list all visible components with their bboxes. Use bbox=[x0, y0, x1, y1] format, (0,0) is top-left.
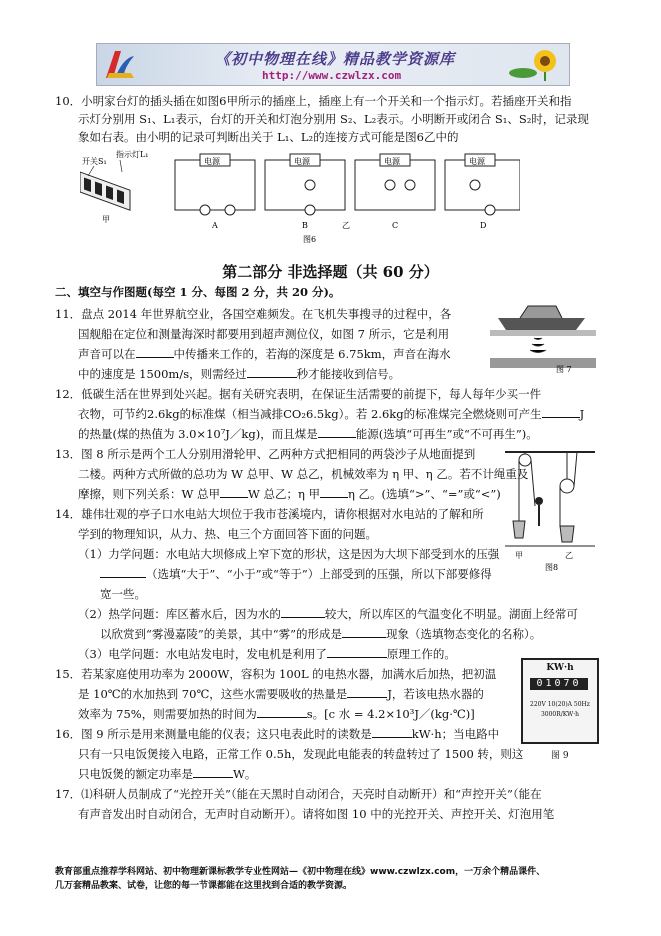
switch-label: 开关S₁ bbox=[82, 157, 107, 166]
q11-blank2[interactable] bbox=[247, 366, 297, 378]
q14-line5: 宽一些。 bbox=[100, 587, 146, 601]
panel-c-label: C bbox=[392, 221, 399, 230]
fig6-caption: 图6 bbox=[303, 235, 317, 244]
panel-b-label: B bbox=[302, 221, 308, 230]
figure-6 bbox=[80, 150, 520, 245]
q14-line3: （1）力学问题：水电站大坝修成上窄下宽的形状，这是因为大坝下部受到水的压强 bbox=[78, 547, 500, 561]
banner-url[interactable]: http://www.czwlzx.com bbox=[262, 69, 402, 82]
meter-reading: 01070 bbox=[530, 678, 588, 690]
fig8-caption: 图8 bbox=[545, 563, 559, 571]
q12-line2: 衣物，可节约2.6kg的标准煤（相当减排CO₂6.5kg）。若 2.6kg的标准煤完全燃烧则可产生 J bbox=[78, 407, 585, 421]
q12-blank1[interactable] bbox=[542, 406, 580, 418]
meter-spec2: 3000R/KW·h bbox=[540, 711, 579, 718]
q15-line3: 效率为 75%，则需要加热的时间为 s。[c 水 = 4.2×10³J／(kg·℃)] bbox=[78, 707, 475, 721]
fig6-yi-label: 乙 bbox=[342, 221, 350, 230]
q16-blank1[interactable] bbox=[372, 726, 412, 738]
q16-line1: 16．图 9 所示是用来测量电能的仪表；这只电表此时的读数是 kW·h；当电路中 bbox=[55, 727, 500, 741]
panel-d-label: D bbox=[480, 221, 487, 230]
q11-line4: 中的速度是 1500m/s，则需经过 秒才能接收到信号。 bbox=[78, 367, 401, 381]
q11-blank1[interactable] bbox=[136, 346, 174, 358]
figure-8 bbox=[505, 446, 595, 571]
q15-line2: 是 10℃的水加热到 70℃，这些水需要吸收的热量是 J，若该电热水器的 bbox=[78, 687, 484, 701]
q17-line1: 17．⑴科研人员制成了“光控开关”（能在天黑时自动闭合，天亮时自动断开）和“声控开关”（能在 bbox=[55, 787, 542, 801]
q10-line3: 象如右表。由小明的记录可判断出关于 L₁、L₂的连接方式可能是图6乙中的 bbox=[78, 130, 459, 144]
q15-line1: 15．若某家庭使用功率为 2000W，容积为 100L 的电热水器，加满水后加热，把初温 bbox=[55, 667, 497, 681]
power-label-c: 电源 bbox=[384, 157, 400, 166]
section-title: 第二部分 非选择题（共 60 分） bbox=[222, 263, 439, 281]
header-banner bbox=[96, 43, 570, 86]
q13-line2: 二楼。两种方式所做的总功为 W 总甲、W 总乙，机械效率为 η 甲、η 乙。若不计绳重及 bbox=[78, 467, 529, 481]
meter-unit: KW·h bbox=[546, 663, 574, 673]
power-label-b: 电源 bbox=[294, 157, 310, 166]
q14-line4: （选填“大于”、“小于”或“等于”）上部受到的压强，所以下部要修得 bbox=[100, 566, 492, 582]
q11-line2: 国舰船在定位和测量海深时都要用到超声测位仪，如图 7 所示，它是利用 bbox=[78, 327, 450, 341]
q17-line2: 有声音发出时自动闭合，无声时自动断开）。请将如图 10 中的光控开关、声控开关、灯泡用笔 bbox=[78, 807, 555, 821]
q16-blank2[interactable] bbox=[193, 766, 233, 778]
power-label-d: 电源 bbox=[469, 157, 485, 166]
figure-7 bbox=[490, 296, 596, 374]
part2-header: 二、填空与作图题(每空 1 分、每图 2 分，共 20 分)。 bbox=[55, 285, 341, 299]
panel-a-label: A bbox=[212, 221, 218, 230]
q12-line1: 12．低碳生活在世界到处兴起。据有关研究表明，在保证生活需要的前提下，每人每年少买一件 bbox=[55, 387, 542, 401]
q13-line3: 摩擦，则下列关系：W 总甲 W 总乙；η 甲 η 乙。(选填“>”、“=”或“<”) bbox=[78, 487, 501, 501]
q14-blank1[interactable] bbox=[100, 566, 146, 578]
q16-line3: 只电饭煲的额定功率是 W。 bbox=[78, 767, 257, 781]
q11-line1: 11．盘点 2014 年世界航空业，各国空难频发。在飞机失事搜寻的过程中，各 bbox=[55, 307, 452, 321]
energy-meter bbox=[521, 658, 599, 744]
q15-blank1[interactable] bbox=[347, 686, 387, 698]
q13-blank1[interactable] bbox=[220, 486, 248, 498]
figure-6-circuits bbox=[80, 150, 520, 245]
q14-line6: （2）热学问题：库区蓄水后，因为水的 较大，所以库区的气温变化不明显。湖面上经常可 bbox=[78, 607, 578, 621]
q11-line3: 声音可以在 中传播来工作的，若海的深度是 6.75km，声音在海水 bbox=[78, 347, 451, 361]
pulley-figure-icon bbox=[505, 446, 595, 571]
footer-line2: 几万套精品教案、试卷，让您的每一节课都能在这里找到合适的教学资源。 bbox=[55, 881, 353, 891]
fig7-caption: 图 7 bbox=[556, 365, 572, 374]
q10-line2: 示灯分别用 S₁、L₁表示，台灯的开关和灯泡分别用 S₂、L₂表示。小明断开或闭合 S₁、S₂时，记录现 bbox=[78, 112, 589, 126]
fig8-jia-label: 甲 bbox=[515, 551, 523, 560]
sunflower-icon bbox=[493, 47, 563, 81]
q14-line1: 14．雄伟壮观的亭子口水电站大坝位于我市苍溪境内，请你根据对水电站的了解和所 bbox=[55, 507, 484, 521]
fig9-caption: 图 9 bbox=[551, 751, 569, 761]
footer-line1: 教育部重点推荐学科网站、初中物理新课标教学专业性网站—《初中物理在线》www.czwlzx.com，一万余个精品课件、 bbox=[55, 867, 546, 877]
q14-line8: （3）电学问题：水电站发电时，发电机是利用了 原理工作的。 bbox=[78, 647, 456, 661]
site-logo-icon bbox=[103, 48, 137, 81]
q16-line2: 只有一只电饭煲接入电路，正常工作 0.5h，发现此电能表的转盘转过了 1500 转，则这 bbox=[78, 747, 524, 761]
q14-blank3[interactable] bbox=[342, 626, 386, 638]
q12-blank2[interactable] bbox=[318, 426, 356, 438]
q14-blank4[interactable] bbox=[327, 646, 387, 658]
banner-title: 《初中物理在线》精品教学资源库 bbox=[215, 50, 456, 68]
ship-sonar-icon bbox=[490, 296, 596, 374]
page-footer bbox=[55, 865, 615, 893]
lamp-label: 指示灯L₁ bbox=[116, 150, 149, 159]
q14-line2: 学到的物理知识，从力、热、电三个方面回答下面的问题。 bbox=[78, 527, 377, 541]
q15-blank2[interactable] bbox=[257, 706, 307, 718]
q10-line1: 10．小明家台灯的插头插在如图6甲所示的插座上，插座上有一个开关和一个指示灯。若插座开关和指 bbox=[55, 94, 572, 108]
fig6-jia-label: 甲 bbox=[102, 215, 110, 224]
q13-blank2[interactable] bbox=[320, 486, 348, 498]
q14-blank2[interactable] bbox=[281, 606, 325, 618]
fig8-yi-label: 乙 bbox=[565, 551, 573, 560]
meter-spec1: 220V 10(20)A 50Hz bbox=[530, 701, 590, 708]
q13-line1: 13．图 8 所示是两个工人分别用滑轮甲、乙两种方式把相同的两袋沙子从地面提到 bbox=[55, 447, 476, 461]
q14-line7: 以欣赏到“雾漫嘉陵”的美景，其中“雾”的形成是 现象（选填物态变化的名称）。 bbox=[100, 627, 542, 641]
q12-line3: 的热量(煤的热值为 3.0×10⁷J／kg)，而且煤是 能源(选填“可再生”或“不可再生”)。 bbox=[78, 427, 538, 441]
power-label-a: 电源 bbox=[204, 157, 220, 166]
figure-9 bbox=[521, 658, 597, 760]
